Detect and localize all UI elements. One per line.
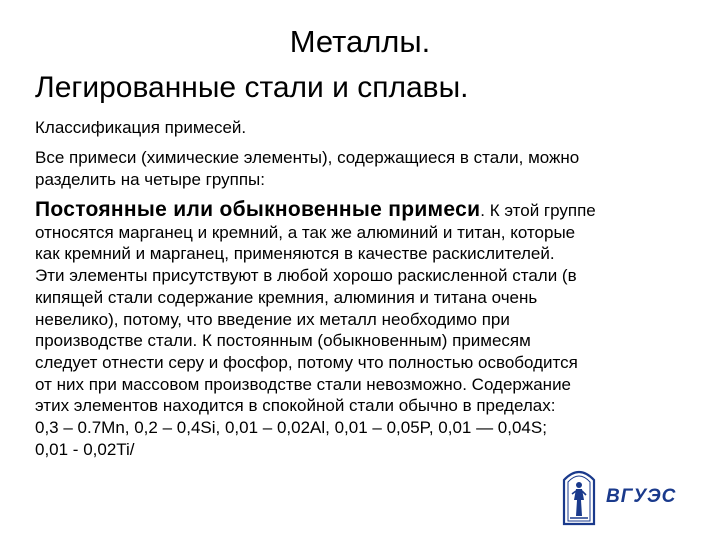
slide-subtitle: Легированные стали и сплавы. — [35, 71, 469, 104]
body-line: производстве стали. К постоянным (обыкновенным) примесям — [35, 331, 531, 351]
logo-text: ВГУЭС — [606, 486, 677, 507]
body-line: 0,3 – 0.7Mn, 0,2 – 0,4Si, 0,01 – 0,02Al, 0,01 – 0,05P, 0,01 — 0,04S; — [35, 418, 547, 438]
body-line: невелико), потому, что введение их металл необходимо при — [35, 309, 510, 329]
body-line: кипящей стали содержание кремния, алюминия и титана очень — [35, 287, 538, 307]
bold-term: Постоянные или обыкновенные примеси — [35, 198, 481, 221]
section-heading: Классификация примесей. — [35, 118, 247, 137]
intro-paragraph — [35, 147, 695, 191]
figure-emblem-icon — [560, 466, 598, 526]
slide-title: Металлы. — [289, 24, 431, 59]
body-line: этих элементов находится в спокойной стали обычно в пределах: — [35, 396, 556, 416]
intro-line: разделить на четыре группы: — [35, 170, 265, 189]
university-logo — [560, 466, 700, 526]
body-line: 0,01 - 0,02Ti/ — [35, 439, 135, 459]
body-line: следует отнести серу и фосфор, потому что полностью освободится — [35, 352, 578, 372]
term-line — [35, 199, 695, 222]
intro-line: Все примеси (химические элементы), содержащиеся в стали, можно — [35, 148, 580, 167]
body-line: от них при массовом производстве стали невозможно. Содержание — [35, 374, 572, 394]
body-line: Эти элементы присутствуют в любой хорошо раскисленной стали (в — [35, 266, 577, 286]
body-line: относятся марганец и кремний, а так же алюминий и титан, которые — [35, 222, 576, 242]
term-continuation: . К этой группе — [480, 201, 596, 220]
body-line: как кремний и марганец, применяются в качестве раскислителей. — [35, 244, 555, 264]
main-paragraph — [35, 199, 695, 460]
